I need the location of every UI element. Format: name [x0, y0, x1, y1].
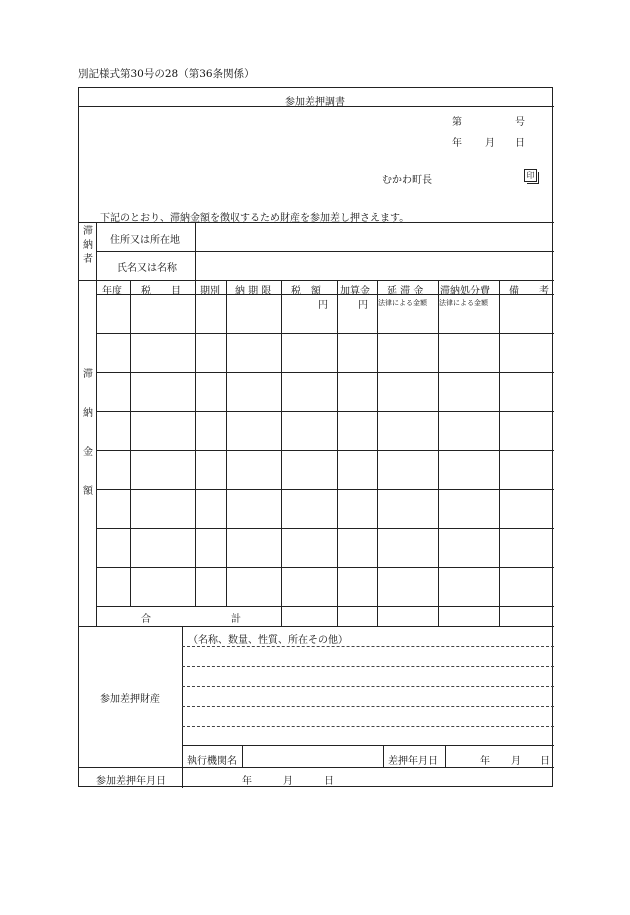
divider: [79, 222, 554, 223]
date-day: 日: [515, 138, 525, 149]
property-line: [182, 726, 554, 727]
name-label: 氏名又は名称: [117, 263, 177, 274]
form-frame: [78, 87, 553, 787]
divider: [79, 106, 554, 107]
divider: [79, 626, 554, 627]
form-reference: 別記様式第30号の28（第36条関係）: [78, 68, 255, 80]
col-header-due-date: 納 期 限: [235, 286, 272, 297]
seizure-date-year: 年: [480, 756, 490, 767]
table-row-divider: [96, 567, 554, 568]
participation-date-month: 月: [283, 776, 293, 787]
divider: [96, 251, 554, 252]
form-title: 参加差押調書: [285, 97, 345, 108]
participation-date-day: 日: [324, 776, 334, 787]
addition-unit: 円: [358, 300, 368, 311]
divider: [226, 280, 227, 606]
date-year: 年: [452, 138, 462, 149]
divider: [96, 294, 554, 295]
seal-stamp: 印: [524, 169, 537, 182]
divider: [337, 280, 338, 626]
table-row-divider: [96, 606, 554, 607]
seizure-date-label: 差押年月日: [388, 756, 438, 767]
participation-date-label: 参加差押年月日: [96, 776, 166, 787]
table-row-divider: [96, 411, 554, 412]
table-row-divider: [96, 489, 554, 490]
total-label-kei: 計: [231, 614, 241, 625]
property-label: 参加差押財産: [100, 694, 160, 705]
address-label: 住所又は所在地: [110, 235, 180, 246]
table-row-divider: [96, 372, 554, 373]
seizure-date-day: 日: [540, 756, 550, 767]
table-row-divider: [96, 528, 554, 529]
property-line: [182, 706, 554, 707]
divider: [79, 767, 554, 768]
col-header-disposal-fee: 滞納処分費: [440, 286, 490, 297]
col-header-tax-item: 税 目: [141, 286, 181, 297]
taxpayer-side-label: 滞 納 者: [83, 226, 93, 265]
divider: [130, 280, 131, 606]
table-row-divider: [96, 450, 554, 451]
divider: [242, 745, 243, 767]
divider: [182, 626, 183, 788]
property-line: [182, 666, 554, 667]
table-row-divider: [96, 333, 554, 334]
disposal-fee-unit: 法律による金額: [439, 299, 488, 307]
col-header-addition: 加算金: [340, 286, 370, 297]
divider: [79, 280, 554, 281]
divider: [438, 280, 439, 626]
property-line: [182, 646, 554, 647]
amount-side-label: 滞 納 金 額: [83, 369, 93, 497]
date-month: 月: [485, 138, 495, 149]
participation-date-year: 年: [242, 776, 252, 787]
doc-number-go: 号: [515, 117, 525, 128]
divider: [377, 280, 378, 626]
divider: [96, 222, 97, 626]
seizure-date-month: 月: [511, 756, 521, 767]
col-header-year: 年度: [102, 286, 122, 297]
issuer-name: むかわ町長: [382, 175, 432, 186]
late-fee-unit: 法律による金額: [378, 299, 427, 307]
divider: [195, 280, 196, 606]
property-hint: （名称、数量、性質、所在その他）: [188, 635, 348, 646]
tax-unit: 円: [318, 300, 328, 311]
divider: [281, 280, 282, 626]
divider: [499, 280, 500, 626]
intro-text: 下記のとおり、滞納金額を徴収するため財産を参加差し押さえます。: [100, 213, 410, 224]
col-header-period: 期別: [200, 286, 220, 297]
doc-number-dai: 第: [452, 117, 462, 128]
divider: [182, 745, 554, 746]
total-label-go: 合: [141, 614, 151, 625]
property-line: [182, 686, 554, 687]
agency-label: 執行機関名: [187, 756, 237, 767]
col-header-tax-amount: 税 額: [291, 286, 321, 297]
divider: [383, 745, 384, 767]
divider: [445, 745, 446, 767]
col-header-late-fee: 延 滞 金: [387, 286, 424, 297]
col-header-remarks: 備 考: [509, 286, 549, 297]
